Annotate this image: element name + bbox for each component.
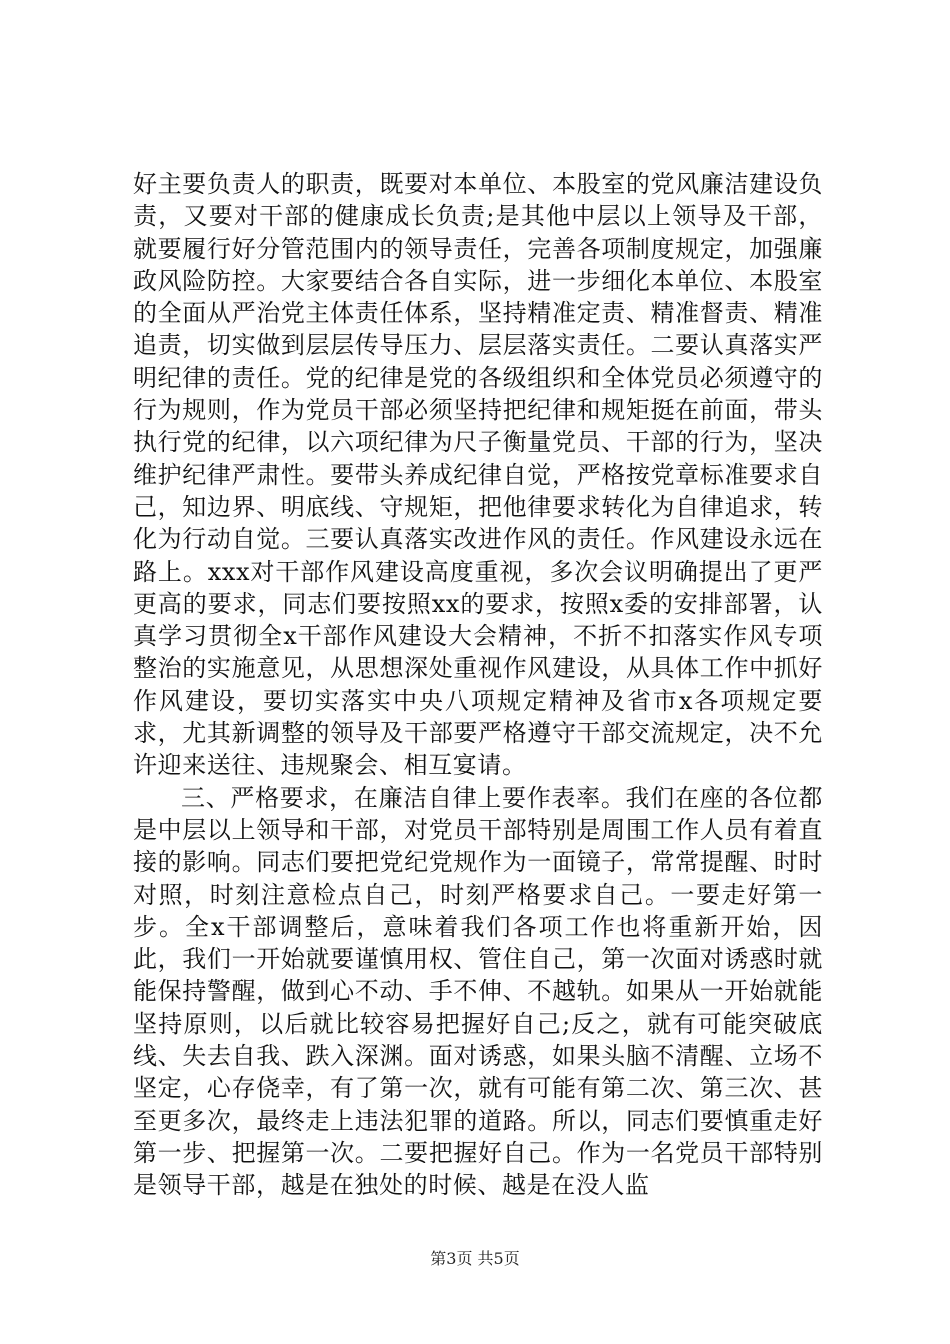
- page-number-footer: 第3页 共5页: [430, 1249, 520, 1268]
- paragraph-continued: 好主要负责人的职责，既要对本单位、本股室的党风廉洁建设负责，又要对干部的健康成长负责;是其他中层以上领导及干部，就要履行好分管范围内的领导责任，完善各项制度规定，加强廉政风险防控。大家要结合各自实际，进一步细化本单位、本股室的全面从严治党主体责任体系，坚持精准定责、精准督责、精准追责，切实做到层层传导压力、层层落实责任。二要认真落实严明纪律的责任。党的纪律是党的各级组织和全体党员必须遵守的行为规则，作为党员干部必须坚持把纪律和规矩挺在前面，带头执行党的纪律，以六项纪律为尺子衡量党员、干部的行为，坚决维护纪律严肃性。要带头养成纪律自觉，严格按党章标准要求自己，知边界、明底线、守规矩，把他律要求转化为自律追求，转化为行动自觉。三要认真落实改进作风的责任。作风建设永远在路上。xxx对干部作风建设高度重视，多次会议明确提出了更严更高的要求，同志们要按照xx的要求，按照x委的安排部署，认真学习贯彻全x干部作风建设大会精神，不折不扣落实作风专项整治的实施意见，从思想深处重视作风建设，从具体工作中抓好作风建设，要切实落实中央八项规定精神及省市x各项规定要求，尤其新调整的领导及干部要严格遵守干部交流规定，决不允许迎来送往、违规聚会、相互宴请。: [133, 170, 823, 780]
- body-text: [133, 168, 823, 1202]
- paragraph-section-three: 三、严格要求，在廉洁自律上要作表率。我们在座的各位都是中层以上领导和干部，对党员干部特别是周围工作人员有着直接的影响。同志们要把党纪党规作为一面镜子，常常提醒、时时对照，时刻注意检点自己，时刻严格要求自己。一要走好第一步。全x干部调整后，意味着我们各项工作也将重新开始，因此，我们一开始就要谨慎用权、管住自己，第一次面对诱惑时就能保持警醒，做到心不动、手不伸、不越轨。如果从一开始就能坚持原则，以后就比较容易把握好自己;反之，就有可能突破底线、失去自我、跌入深渊。面对诱惑，如果头脑不清醒、立场不坚定，心存侥幸，有了第一次，就有可能有第二次、第三次、甚至更多次，最终走上违法犯罪的道路。所以，同志们要慎重走好第一步、把握第一次。二要把握好自己。作为一名党员干部特别是领导干部，越是在独处的时候、越是在没人监: [133, 783, 823, 1200]
